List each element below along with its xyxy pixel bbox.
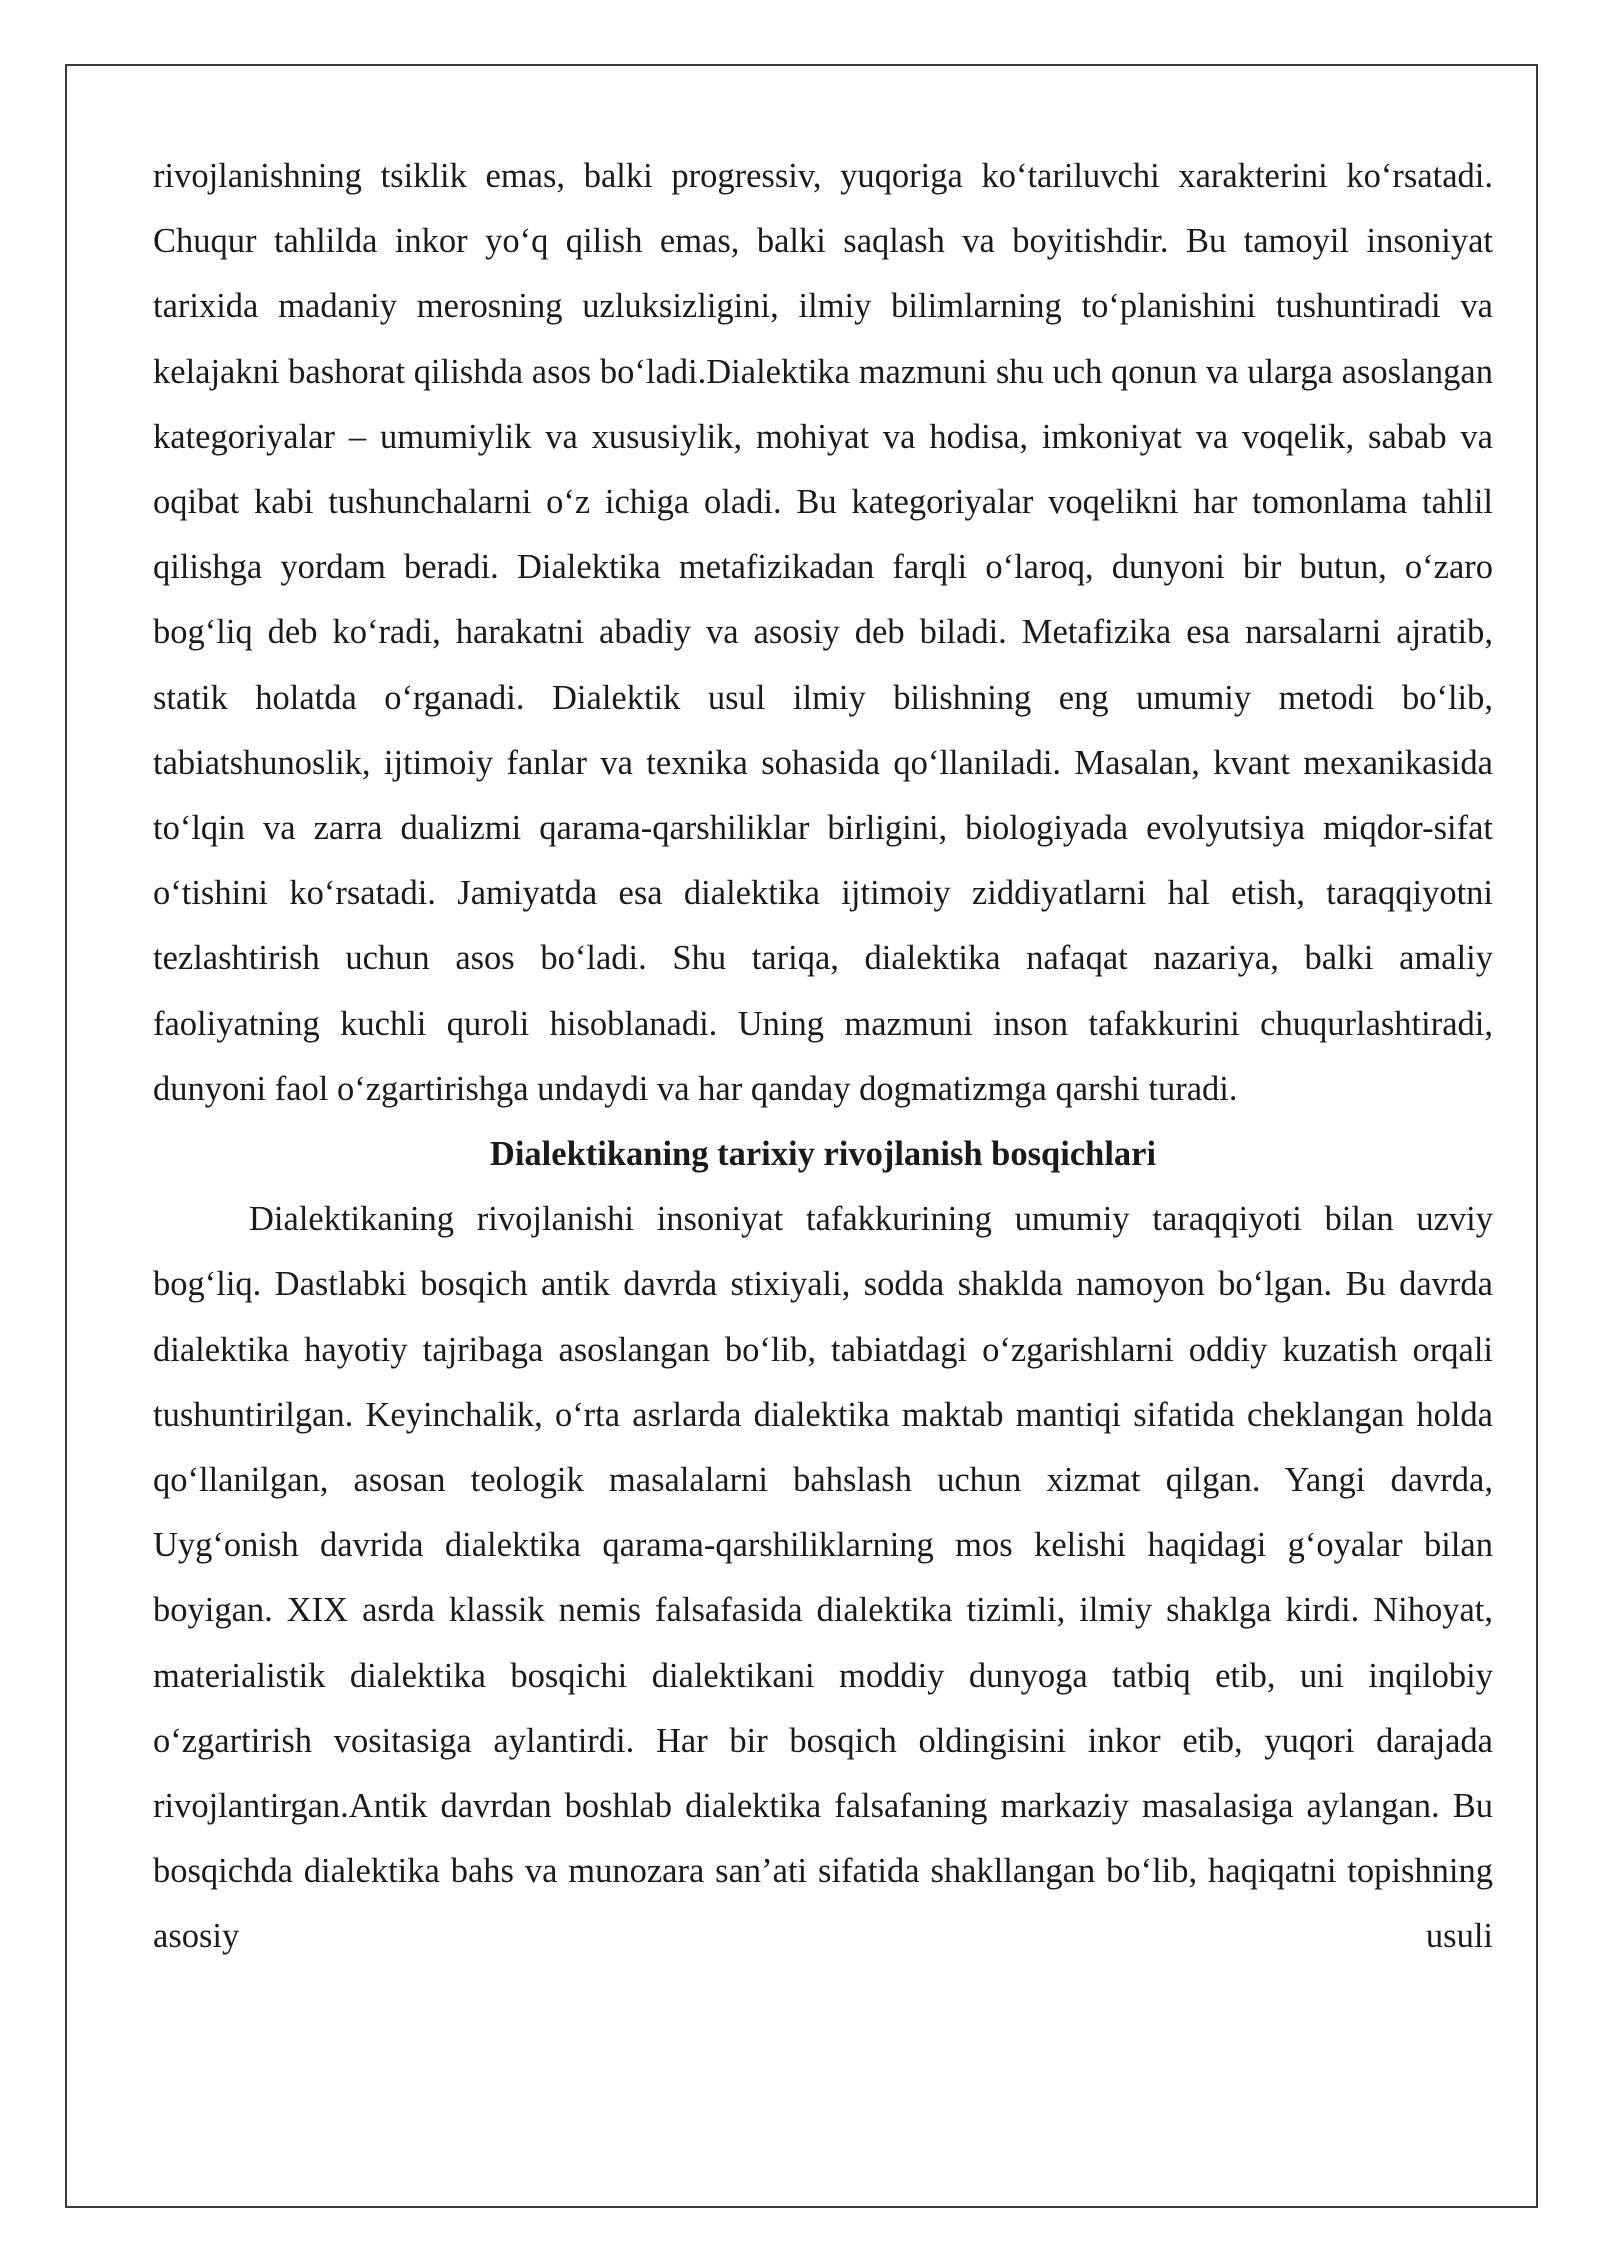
body-paragraph-1: rivojlanishning tsiklik emas, balki progressiv, yuqoriga koʻtariluvchi xarakterini koʻrsatadi. Chuqur tahlilda inkor yoʻq qilish emas, balki saqlash va boyitishdir. Bu tamoyil insoniyat tarixida madaniy merosning uzluksizligini, ilmiy bilimlarning toʻplanishini tushuntiradi va kelajakni bashorat qilishda asos boʻladi.Dialektika mazmuni shu uch qonun va ularga asoslangan kategoriyalar – umumiylik va xususiylik, mohiyat va hodisa, imkoniyat va voqelik, sabab va oqibat kabi tushunchalarni oʻz ichiga oladi. Bu kategoriyalar voqelikni har tomonlama tahlil qilishga yordam beradi. Dialektika metafizikadan farqli oʻlaroq, dunyoni bir butun, oʻzaro bogʻliq deb koʻradi, harakatni abadiy va asosiy deb biladi. Metafizika esa narsalarni ajratib, statik holatda oʻrganadi. Dialektik usul ilmiy bilishning eng umumiy metodi boʻlib, tabiatshunoslik, ijtimoiy fanlar va texnika sohasida qoʻllaniladi. Masalan, kvant mexanikasida toʻlqin va zarra dualizmi qarama-qarshiliklar birligini, biologiyada evolyutsiya miqdor-sifat oʻtishini koʻrsatadi. Jamiyatda esa dialektika ijtimoiy ziddiyatlarni hal etish, taraqqiyotni tezlashtirish uchun asos boʻladi. Shu tariqa, dialektika nafaqat nazariya, balki amaliy faoliyatning kuchli quroli hisoblanadi. Uning mazmuni inson tafakkurini chuqurlashtiradi, dunyoni faol oʻzgartirishga undaydi va har qanday dogmatizmga qarshi turadi. — [153, 157, 1493, 1108]
body-paragraph-2: Dialektikaning rivojlanishi insoniyat tafakkurining umumiy taraqqiyoti bilan uzviy bogʻliq. Dastlabki bosqich antik davrda stixiyali, sodda shaklda namoyon boʻlgan. Bu davrda dialektika hayotiy tajribaga asoslangan boʻlib, tabiatdagi oʻzgarishlarni oddiy kuzatish orqali tushuntirilgan. Keyinchalik, oʻrta asrlarda dialektika maktab mantiqi sifatida cheklangan holda qoʻllanilgan, asosan teologik masalalarni bahslash uchun xizmat qilgan. Yangi davrda, Uygʻonish davrida dialektika qarama-qarshiliklarning mos kelishi haqidagi gʻoyalar bilan boyigan. XIX asrda klassik nemis falsafasida dialektika tizimli, ilmiy shaklga kirdi. Nihoyat, materialistik dialektika bosqichi dialektikani moddiy dunyoga tatbiq etib, uni inqilobiy oʻzgartirish vositasiga aylantirdi. Har bir bosqich oldingisini inkor etib, yuqori darajada rivojlantirgan.Antik davrdan boshlab dialektika falsafaning markaziy masalasiga aylangan. Bu bosqichda dialektika bahs va munozara san’ati sifatida shakllangan boʻlib, haqiqatni topishning asosiy usuli — [153, 1200, 1493, 1956]
section-heading: Dialektikaning tarixiy rivojlanish bosqichlari — [489, 1135, 1157, 1174]
document-body — [153, 144, 1493, 1970]
